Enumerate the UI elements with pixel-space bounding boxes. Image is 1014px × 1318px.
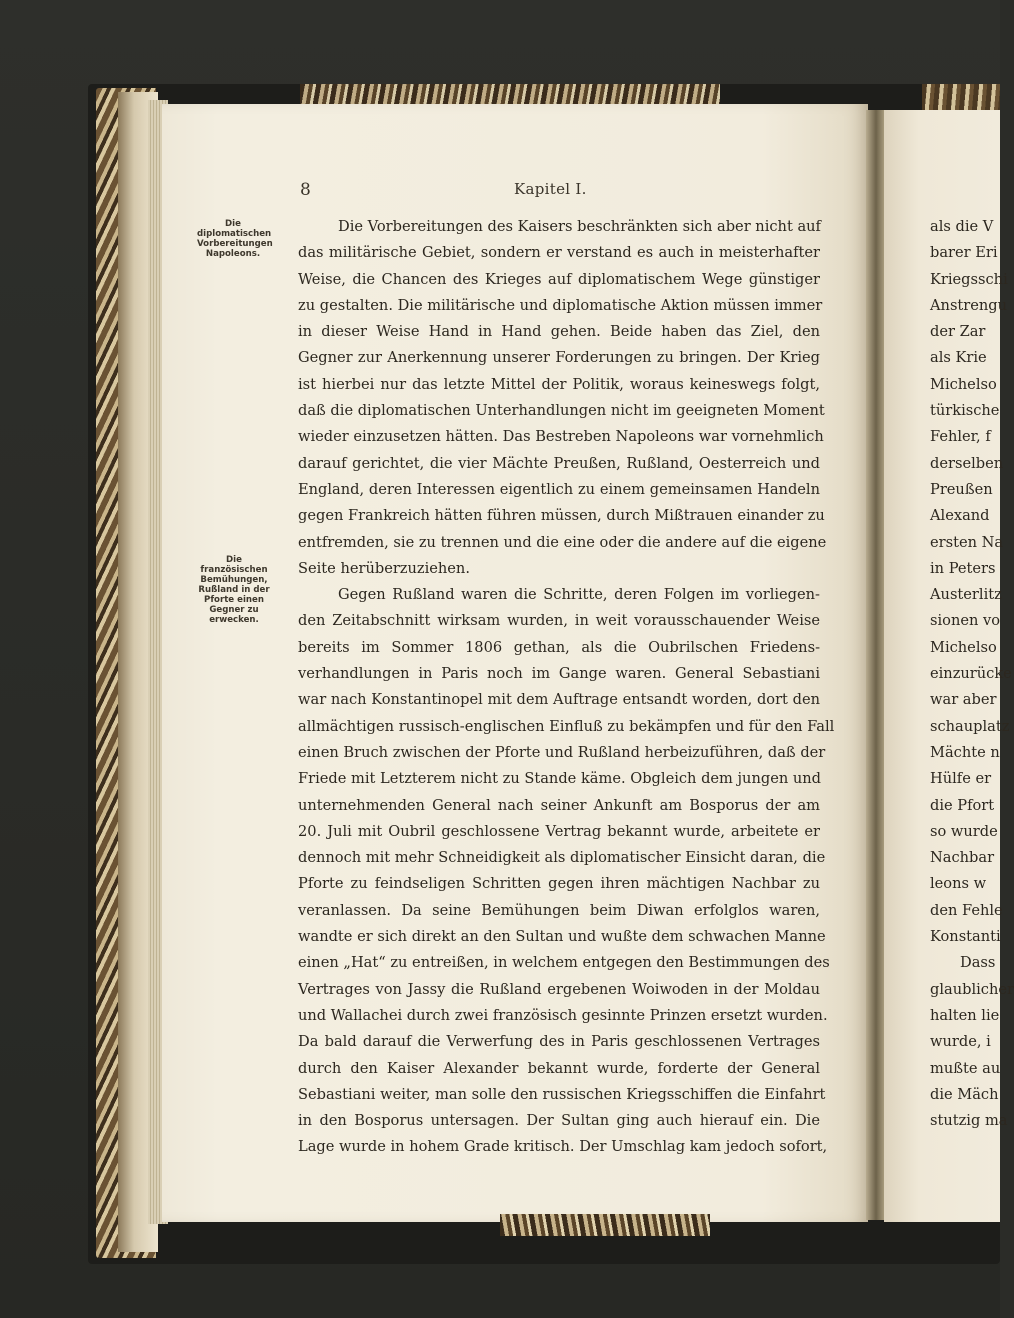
facing-text-line: ersten Na — [930, 533, 1004, 551]
text-line: dennoch mit mehr Schneidigkeit als diplomatischer Einsicht daran, die — [298, 849, 826, 867]
text-line: entfremden, sie zu trennen und die eine oder die andere auf die eigene — [298, 533, 827, 551]
facing-text-line: Michelso — [930, 638, 997, 656]
facing-text-line: als Krie — [930, 349, 987, 367]
text-line: zu gestalten. Die militärische und diplomatische Aktion müssen immer — [298, 296, 823, 314]
text-line: Gegen Rußland waren die Schritte, deren Folgen im vorliegen- — [338, 586, 820, 604]
facing-text-line: schauplatz — [930, 717, 1010, 735]
facing-text-line: einzurücke — [930, 665, 1012, 683]
side-note-line: Pforte einen — [204, 595, 264, 605]
text-line: Weise, die Chancen des Krieges auf diplomatischem Wege günstiger — [298, 270, 820, 288]
text-line: verhandlungen in Paris noch im Gange waren. General Sebastiani — [298, 665, 820, 683]
facing-text-line: halten lie — [930, 1006, 1000, 1024]
side-note-line: Die — [225, 219, 241, 229]
text-line: und Wallachei durch zwei französisch gesinnte Prinzen ersetzt wurden. — [298, 1006, 828, 1024]
running-head: Kapitel I. — [514, 180, 587, 198]
text-line: Lage wurde in hohem Grade kritisch. Der Umschlag kam jedoch sofort, — [298, 1138, 828, 1156]
facing-text-line: wurde, i — [930, 1033, 991, 1051]
text-line: gegen Frankreich hätten führen müssen, durch Mißtrauen einander zu — [298, 507, 825, 525]
facing-text-line: sionen vo — [930, 612, 1001, 630]
facing-text-line: Nachbar — [930, 849, 995, 867]
facing-page-text — [930, 214, 1014, 1134]
facing-text-line: barer Eri — [930, 244, 998, 262]
text-line: darauf gerichtet, die vier Mächte Preußen, Rußland, Oesterreich und — [298, 454, 820, 472]
text-line: ist hierbei nur das letzte Mittel der Politik, woraus keineswegs folgt, — [298, 375, 820, 393]
text-line: wandte er sich direkt an den Sultan und wußte dem schwachen Manne — [298, 928, 826, 946]
facing-text-line: Preußen — [930, 480, 993, 498]
facing-text-line: Dass — [960, 954, 996, 972]
facing-text-line: die Mäch — [930, 1085, 999, 1103]
text-line: den Zeitabschnitt wirksam wurden, in weit vorausschauender Weise — [298, 612, 820, 630]
side-note-line: Rußland in der — [198, 585, 270, 595]
text-line: bereits im Sommer 1806 gethan, als die Oubrilschen Friedens- — [298, 638, 820, 656]
side-note-line: diplomatischen — [197, 229, 272, 239]
text-line: daß die diplomatischen Unterhandlungen nicht im geeigneten Moment — [298, 402, 825, 420]
text-line: das militärische Gebiet, sondern er verstand es auch in meisterhafter — [298, 244, 820, 262]
facing-text-line: Austerlitz — [930, 586, 1002, 604]
facing-text-line: türkische — [930, 402, 1000, 420]
text-line: in dieser Weise Hand in Hand gehen. Beide haben das Ziel, den — [298, 323, 820, 341]
text-line: allmächtigen russisch-englischen Einfluß zu bekämpfen und für den Fall — [298, 717, 835, 735]
facing-text-line: den Fehle — [930, 901, 1003, 919]
side-note-line: erwecken. — [209, 615, 259, 625]
facing-text-line: derselben — [930, 454, 1004, 472]
text-line: Da bald darauf die Verwerfung des in Paris geschlossenen Vertrages — [298, 1033, 820, 1051]
facing-text-line: mußte au — [930, 1059, 1001, 1077]
text-line: einen „Hat“ zu entreißen, in welchem entgegen den Bestimmungen des — [298, 954, 830, 972]
facing-text-line: war aber — [930, 691, 997, 709]
facing-text-line: leons w — [930, 875, 987, 893]
facing-text-line: der Zar — [930, 323, 986, 341]
facing-text-line: so wurde — [930, 822, 998, 840]
text-line: wieder einzusetzen hätten. Das Bestreben Napoleons war vornehmlich — [298, 428, 824, 446]
facing-text-line: stutzig ma — [930, 1112, 1008, 1130]
text-line: Seite herüberzuziehen. — [298, 559, 470, 577]
text-line: Sebastiani weiter, man solle den russischen Kriegsschiffen die Einfahrt — [298, 1085, 826, 1103]
book-gutter — [866, 110, 886, 1220]
text-line: Friede mit Letzterem nicht zu Stande käme. Obgleich dem jungen und — [298, 770, 822, 788]
facing-text-line: Anstrengu — [930, 296, 1008, 314]
facing-text-line: Kriegsschi — [930, 270, 1008, 288]
side-note-french-efforts — [198, 555, 270, 625]
side-note-line: französischen — [200, 565, 268, 575]
facing-text-line: die Pfort — [930, 796, 995, 814]
text-line: 20. Juli mit Oubril geschlossene Vertrag bekannt wurde, arbeitete er — [298, 822, 820, 840]
page-number: 8 — [300, 180, 311, 200]
facing-text-line: Konstanti — [930, 928, 1001, 946]
text-line: Die Vorbereitungen des Kaisers beschränkten sich aber nicht auf — [338, 218, 821, 235]
text-line: durch den Kaiser Alexander bekannt wurde, forderte der General — [298, 1059, 820, 1077]
side-note-diplomatic — [197, 219, 273, 259]
facing-text-line: glaublicher — [930, 980, 1014, 998]
facing-text-line: Michelso — [930, 375, 997, 393]
facing-text-line: Mächte n — [930, 743, 1000, 761]
facing-text-line: in Peters — [930, 559, 996, 577]
facing-text-line: Fehler, f — [930, 428, 991, 446]
facing-text-line: Hülfe er — [930, 770, 992, 788]
marbled-cover-bottom — [500, 1214, 710, 1236]
side-note-line: Die — [226, 555, 242, 565]
side-note-line: Gegner zu — [209, 605, 259, 615]
text-line: einen Bruch zwischen der Pforte und Rußland herbeizuführen, daß der — [298, 743, 826, 761]
text-line: Vertrages von Jassy die Rußland ergebenen Woiwoden in der Moldau — [298, 980, 820, 998]
text-line: war nach Konstantinopel mit dem Auftrage entsandt worden, dort den — [298, 691, 820, 709]
facing-text-line: als die V — [930, 218, 994, 235]
main-text-block — [298, 214, 835, 1161]
facing-text-line: Alexand — [930, 507, 990, 525]
marbled-cover-right — [922, 84, 1000, 110]
text-line: England, deren Interessen eigentlich zu einem gemeinsamen Handeln — [298, 480, 820, 498]
text-line: unternehmenden General nach seiner Ankunft am Bosporus der am — [298, 796, 820, 814]
text-line: Gegner zur Anerkennung unserer Forderungen zu bringen. Der Krieg — [298, 349, 820, 367]
side-note-line: Bemühungen, — [200, 575, 268, 585]
text-line: veranlassen. Da seine Bemühungen beim Diwan erfolglos waren, — [298, 901, 820, 919]
side-note-line: Vorbereitungen — [197, 239, 273, 249]
text-line: in den Bosporus untersagen. Der Sultan ging auch hierauf ein. Die — [298, 1112, 820, 1130]
text-line: Pforte zu feindseligen Schritten gegen ihren mächtigen Nachbar zu — [298, 875, 820, 893]
side-note-line: Napoleons. — [205, 249, 261, 259]
